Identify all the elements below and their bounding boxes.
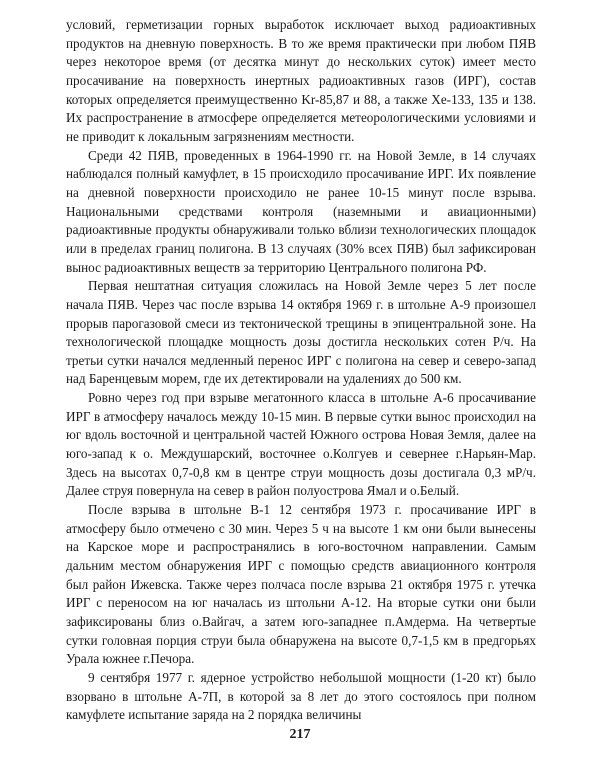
page-number: 217 bbox=[289, 727, 311, 742]
paragraph-6: 9 сентября 1977 г. ядерное устройство небольшой мощности (1-20 кт) было взорвано в штольне А-7П, в которой за 8 лет до этого состоялось при полном камуфлете испытание заряда на 2 порядка величины bbox=[66, 669, 536, 723]
body-text bbox=[66, 16, 536, 725]
paragraph-2: Среди 42 ПЯВ, проведенных в 1964-1990 гг. на Новой Земле, в 14 случаях наблюдался полный камуфлет, в 15 происходило просачивание ИРГ. Их появление на дневной поверхности происходило не ранее 10-15 минут после взрыва. Национальными средствами контроля (наземными и авиационными) радиоактивные продукты обнаруживали только вблизи технологических площадок или в пределах границ полигона. В 13 случаях (30% всех ПЯВ) был зафиксирован вынос радиоактивных веществ за территорию Центрального полигона РФ. bbox=[66, 147, 536, 275]
paragraph-4: Ровно через год при взрыве мегатонного класса в штольне А-6 просачивание ИРГ в атмосферу началось между 10-15 мин. В первые сутки вынос происходил на юг вдоль восточной и центральной частей Южного острова Новая Земля, далее на юго-запад к о. Междушарский, восточнее о.Колгуев и севернее г.Нарьян-Мар. Здесь на высотах 0,7-0,8 км в центре струи мощность дозы достигала 0,3 мР/ч. Далее струя повернула на север в район полуострова Ямал и о.Белый. bbox=[66, 390, 536, 499]
paragraph-5: После взрыва в штольне В-1 12 сентября 1973 г. просачивание ИРГ в атмосферу было отмечено с 30 мин. Через 5 ч на высоте 1 км они были вынесены на Карское море и распространялись в юго-восточном направлении. Самым дальним местом обнаружения ИРГ с помощью средств авиационного контроля был район Ижевска. Также через полчаса после взрыва 21 октября 1975 г. утечка ИРГ с переносом на юг началась из штольни А-12. На вторые сутки они были зафиксированы близ о.Вайгач, а затем юго-западнее п.Амдерма. На четвертые сутки головная порция струи была обнаружена на высоте 0,7-1,5 км в предгорьях Урала южнее г.Печора. bbox=[66, 502, 536, 667]
paragraph-1: условий, герметизации горных выработок исключает выход радиоактивных продуктов на дневную поверхность. В то же время практически при любом ПЯВ через некоторое время (от десятка минут до нескольких суток) имеет место просачивание на поверхность инертных радиоактивных газов (ИРГ), состав которых определяется преимущественно Kr-85,87 и 88, а также Xe-133, 135 и 138. Их распространение в атмосфере определяется метеорологическими условиями и не приводит к локальным загрязнениям местности. bbox=[66, 17, 536, 144]
paragraph-3: Первая нештатная ситуация сложилась на Новой Земле через 5 лет после начала ПЯВ. Через час после взрыва 14 октября 1969 г. в штольне А-9 произошел прорыв парогазовой смеси из тектонической трещины в эпицентральной зоне. На технологической площадке мощность дозы достигла нескольких сотен Р/ч. На третьи сутки начался медленный перенос ИРГ с полигона на север и северо-запад над Баренцевым морем, где их детектировали на удалениях до 500 км. bbox=[66, 278, 536, 387]
